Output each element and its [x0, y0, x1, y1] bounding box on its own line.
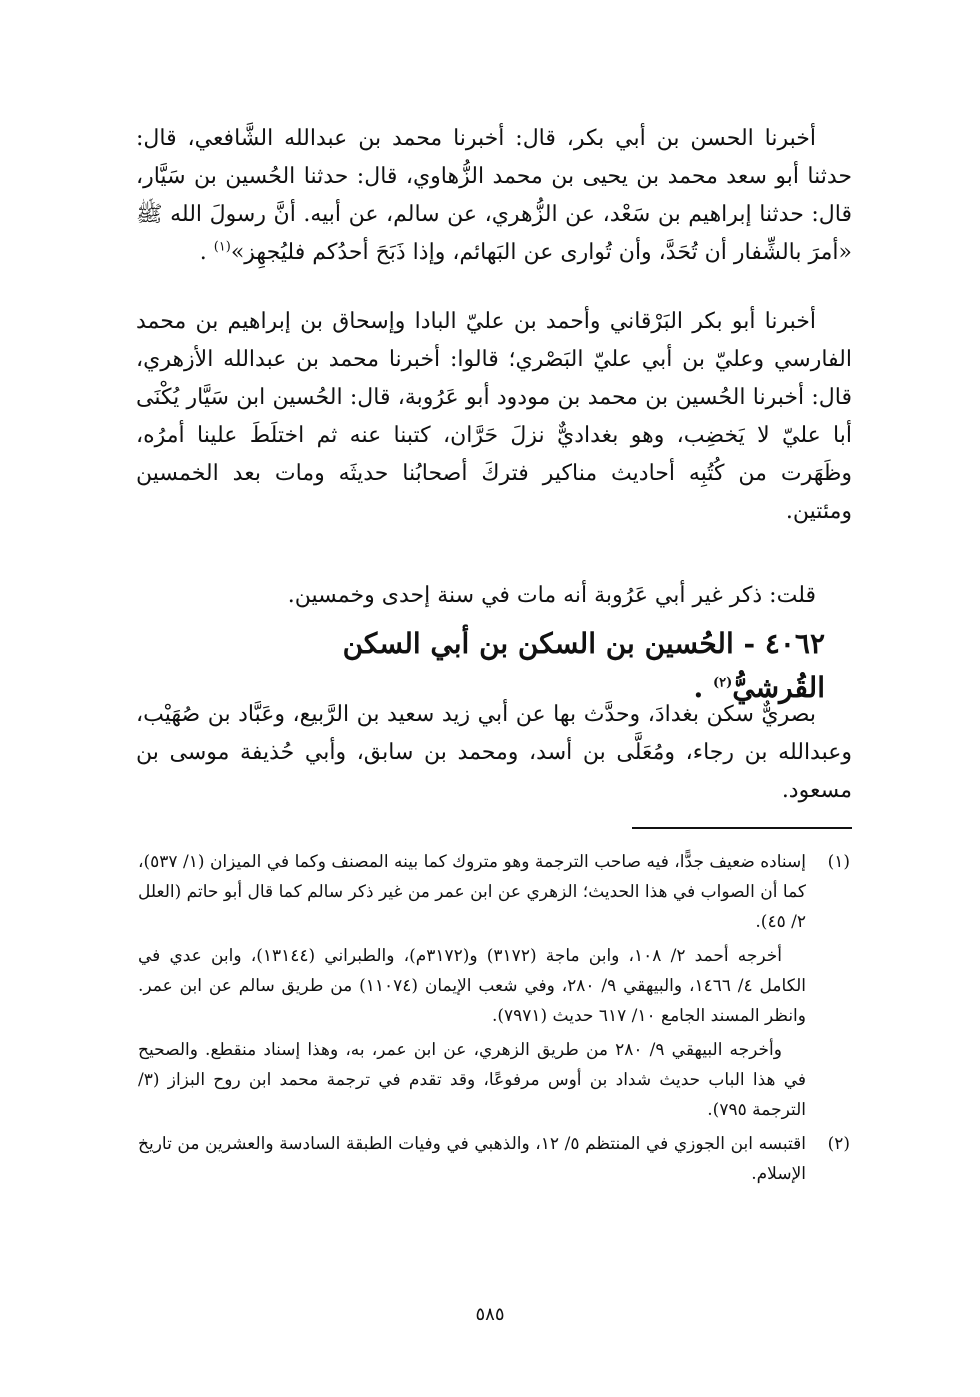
footnote-1-para-1: إسناده ضعيف جدًّا، فيه صاحب الترجمة وهو متروك كما بينه المصنف وكما في الميزان (١/ ٥٣٧)، كما أن الصواب في هذا الحديث؛ الزهري عن ابن عمر من غير ذكر سالم كما قال أبو حاتم (العلل ٢/ ٤٥).: [138, 852, 806, 932]
footnote-1-number: (١): [827, 852, 850, 872]
page-number: ٥٨٥: [475, 1304, 505, 1325]
footnotes: [138, 847, 850, 1193]
entry-heading-text: ٤٠٦٢ - الحُسين بن السكن بن أبي السكن القُرشيُّ: [342, 627, 825, 704]
paragraph-1-end: .: [199, 240, 214, 265]
footnote-1-para-3: وأخرجه البيهقي ٩/ ٢٨٠ من طريق الزهري، عن ابن عمر، به، وهذا إسناد منقطع. والصحيح في هذا الباب حديث شداد بن أوس مرفوعًا، وقد تقدم في ترجمة محمد ابن روح البزاز (٣/ الترجمة ٧٩٥).: [138, 1040, 806, 1120]
entry-heading-end: .: [693, 671, 713, 704]
footnote-2-para-1: اقتبسه ابن الجوزي في المنتظم ٥/ ١٢، والذهبي في وفيات الطبقة السادسة والعشرين من تاريخ الإسلام.: [138, 1134, 806, 1184]
paragraph-2: [136, 303, 852, 531]
footnote-1: [138, 847, 850, 1125]
footnote-2-number: (٢): [827, 1134, 850, 1154]
paragraph-4: [136, 696, 852, 810]
footnote-2: [138, 1129, 850, 1189]
paragraph-3: [136, 577, 852, 615]
paragraph-1: [136, 120, 852, 272]
paragraph-2-text: أخبرنا أبو بكر البَرْقاني وأحمد بن عليّ البادا وإسحاق بن إبراهيم بن محمد الفارسي وعليّ بن أبي عليّ البَصْري؛ قالوا: أخبرنا محمد بن عبدالله الأزهري، قال: أخبرنا الحُسين بن محمد بن مودود أبو عَرُوبة، قال: الحُسين ابن سَيَّار يُكْنَى أبا عليّ لا يَخضِب، وهو بغداديٌّ نزلَ حَرَّان، كتبنا عنه ثم اختلَطَ علينا أمرُه، وظَهَرت من كُتُبِه أحاديث مناكير فتركَ أصحابُنا حديثَه ومات بعد الخمسين ومئتين.: [136, 309, 852, 524]
footnote-divider: [632, 827, 852, 829]
paragraph-1-text: أخبرنا الحسن بن أبي بكر، قال: أخبرنا محمد بن عبدالله الشَّافعي، قال: حدثنا أبو سعد محمد بن يحيى بن محمد الزُّهاوي، قال: حدثنا الحُسين بن سَيَّار، قال: حدثنا إبراهيم بن سَعْد، عن الزُّهري، عن سالم، عن أبيه. أنَّ رسولَ الله ﷺ «أمرَ بالشِّفار أن تُحَدَّ، وأن تُوارى عن البَهائم، وإذا ذَبَحَ أحدُكم فليُجهِز»: [136, 126, 852, 265]
footnote-ref-2: (٢): [712, 675, 733, 691]
footnote-ref-1: (١): [213, 239, 231, 255]
footnote-1-para-2: أخرجه أحمد ٢/ ١٠٨، وابن ماجة (٣١٧٢) و(٣١٧٢م)، والطبراني (١٣١٤٤)، وابن عدي في الكامل ٤/ ١٤٦٦، والبيهقي ٩/ ٢٨٠، وفي شعب الإيمان (١١٠٧٤) من طريق سالم عن ابن عمر. وانظر المسند الجامع ١٠/ ٦١٧ حديث (٧٩٧١).: [138, 946, 806, 1026]
paragraph-3-text: قلت: ذكر غير أبي عَرُوبة أنه مات في سنة إحدى وخمسين.: [287, 583, 816, 608]
paragraph-4-text: بصريٌّ سكن بغدادَ، وحدَّث بها عن أبي زيد سعيد بن الرَّبيع، وعَبَّاد بن صُهَيْب، وعبدالله بن رجاء، ومُعَلَّى بن أسد، ومحمد بن سابق، وأبي حُذيفة موسى بن مسعود.: [136, 702, 852, 803]
